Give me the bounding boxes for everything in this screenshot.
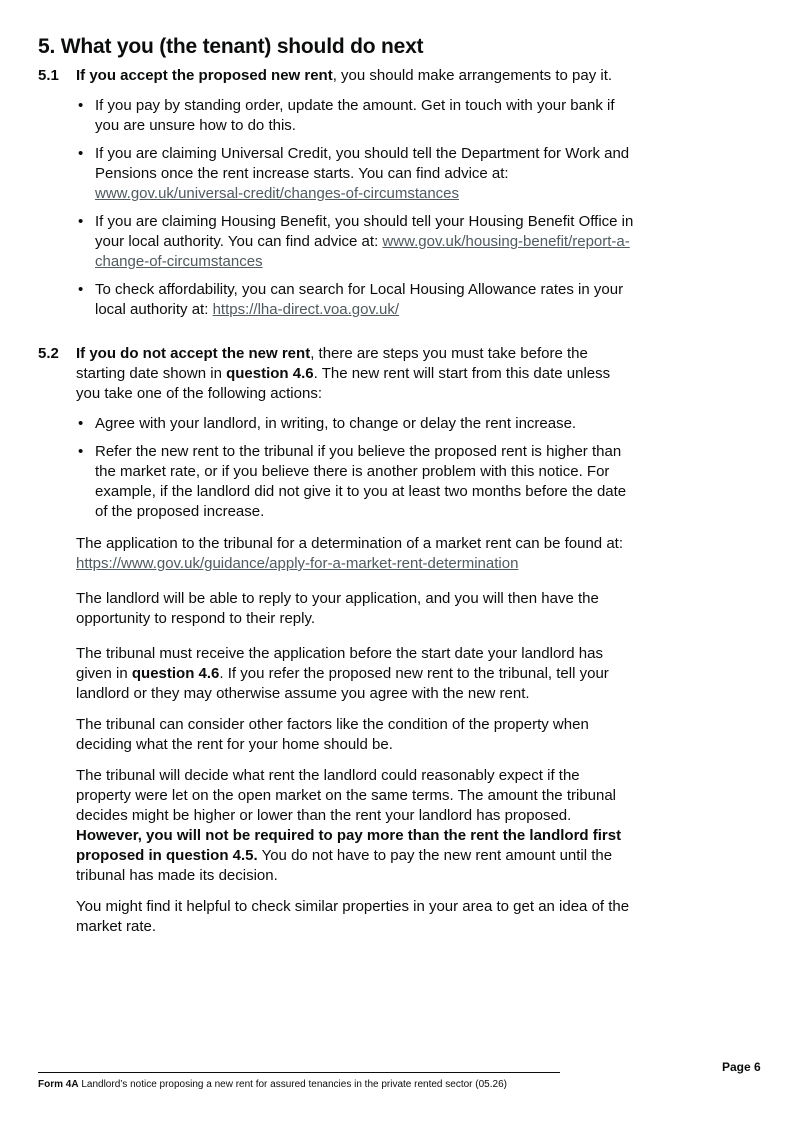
paragraph: The tribunal can consider other factors like the condition of the property when deciding what the rent for your home should be. bbox=[76, 716, 589, 753]
list-item-text: If you are claiming Universal Credit, you should tell the Department for Work and Pensions once the rent increase starts. You can find advice at: bbox=[95, 145, 630, 182]
section-number: 5.2 bbox=[38, 345, 59, 362]
market-rent-link[interactable]: https://www.gov.uk/guidance/apply-for-a-market-rent-determination bbox=[76, 555, 519, 572]
bullet-icon: • bbox=[78, 213, 84, 230]
list-item-text: Refer the new rent to the tribunal if you believe the proposed rent is higher than the market rate, or if you believe there is another problem with this notice. For example, if the landlord did not give it to you at least two months before the date of the proposed increase. bbox=[95, 443, 627, 520]
list-item bbox=[76, 442, 634, 522]
footer-divider bbox=[38, 1072, 560, 1073]
list-item-text: If you pay by standing order, update the amount. Get in touch with your bank if you are unsure how to do this. bbox=[95, 97, 615, 134]
paragraph bbox=[76, 534, 634, 574]
list-item bbox=[76, 96, 634, 136]
list-item bbox=[76, 144, 634, 204]
list-item bbox=[76, 280, 634, 320]
lead-text: , you should make arrangements to pay it. bbox=[332, 67, 613, 84]
footer-form-label bbox=[38, 1079, 507, 1091]
lead-bold: If you do not accept the new rent bbox=[76, 345, 311, 362]
paragraph-text: The tribunal must receive the application before the start date your landlord has given in bbox=[76, 645, 603, 682]
section-heading: 5. What you (the tenant) should do next bbox=[38, 35, 424, 58]
section-5-2 bbox=[38, 344, 634, 937]
lead-bold: If you accept the proposed new rent bbox=[76, 67, 333, 84]
bullet-icon: • bbox=[78, 415, 84, 432]
bullet-icon: • bbox=[78, 97, 84, 114]
bullet-icon: • bbox=[78, 443, 84, 460]
document-page bbox=[38, 34, 634, 948]
paragraph-text: You do not have to pay the new rent amount until the tribunal has made its decision. bbox=[76, 847, 613, 884]
bullet-list bbox=[76, 414, 634, 522]
bullet-icon: • bbox=[78, 145, 84, 162]
list-item-text: Agree with your landlord, in writing, to change or delay the rent increase. bbox=[95, 415, 577, 432]
section-lead bbox=[76, 66, 634, 86]
section-number: 5.1 bbox=[38, 67, 59, 84]
list-item-text: To check affordability, you can search for Local Housing Allowance rates in your local authority at: bbox=[95, 281, 624, 318]
form-number: Form 4A bbox=[38, 1079, 79, 1090]
paragraph bbox=[76, 644, 634, 704]
section-lead bbox=[76, 344, 634, 404]
paragraph: The landlord will be able to reply to your application, and you will then have the opportunity to respond to their reply. bbox=[76, 590, 599, 627]
lha-direct-link[interactable]: https://lha-direct.voa.gov.uk/ bbox=[212, 301, 400, 318]
list-item bbox=[76, 414, 634, 434]
list-item bbox=[76, 212, 634, 272]
lead-text: , there are steps you must take before the starting date shown in bbox=[76, 345, 588, 382]
paragraph-text: . If you refer the proposed new rent to the tribunal, tell your landlord or they may otherwise assume you agree with the new rent. bbox=[76, 665, 609, 702]
bold-statement: However, you will not be required to pay more than the rent the landlord first proposed in question 4.5. bbox=[76, 827, 622, 864]
bullet-icon: • bbox=[78, 281, 84, 298]
paragraph-text: The tribunal will decide what rent the landlord could reasonably expect if the property were let on the open market on the same terms. The amount the tribunal decides might be higher or lower than the rent your landlord has proposed. bbox=[76, 767, 617, 824]
question-reference: question 4.6 bbox=[226, 365, 314, 382]
question-reference: question 4.6 bbox=[131, 665, 220, 682]
page-number: Page 6 bbox=[722, 1060, 761, 1074]
list-item-text: If you are claiming Housing Benefit, you should tell your Housing Benefit Office in your local authority. You can find advice at: bbox=[95, 213, 634, 250]
housing-benefit-link[interactable]: www.gov.uk/housing-benefit/report-a-change-of-circumstances bbox=[95, 233, 630, 270]
paragraph: You might find it helpful to check similar properties in your area to get an idea of the market rate. bbox=[76, 898, 630, 935]
universal-credit-link[interactable]: www.gov.uk/universal-credit/changes-of-circumstances bbox=[95, 185, 460, 202]
bullet-list bbox=[76, 96, 634, 320]
section-5-1 bbox=[38, 66, 634, 320]
lead-text: . The new rent will start from this date unless you take one of the following actions: bbox=[76, 365, 611, 402]
paragraph bbox=[76, 766, 634, 886]
paragraph-text: The application to the tribunal for a determination of a market rent can be found at: bbox=[76, 535, 623, 552]
form-title: Landlord’s notice proposing a new rent for assured tenancies in the private rented sector (05.26) bbox=[78, 1079, 507, 1090]
